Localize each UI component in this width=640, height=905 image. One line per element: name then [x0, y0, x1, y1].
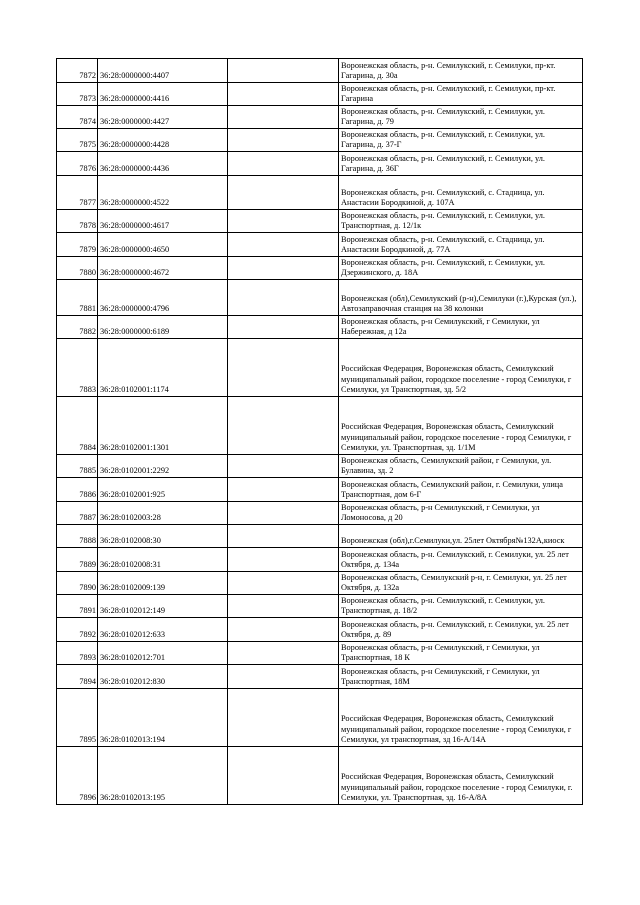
table-row: [57, 595, 583, 618]
empty-cell: [228, 316, 339, 339]
address-cell: Воронежская область, р-н. Семилукский, г. Семилуки, ул. Гагарина, д. 36Г: [339, 152, 583, 176]
row-number-cell: 7873: [57, 83, 98, 106]
cadastral-number-cell: 36:28:0102003:28: [98, 502, 228, 525]
table-row: [57, 176, 583, 210]
row-number-cell: 7882: [57, 316, 98, 339]
table-row: [57, 502, 583, 525]
row-number-cell: 7883: [57, 339, 98, 397]
table-row: [57, 280, 583, 316]
row-number-cell: 7878: [57, 210, 98, 233]
address-cell: Воронежская область, Семилукский район, г. Семилуки, улица Транспортная, дом 6-Г: [339, 478, 583, 502]
cadastral-number-cell: 36:28:0000000:4617: [98, 210, 228, 233]
address-cell: Воронежская область, р-н. Семилукский, с. Стадница, ул. Анастасии Бородкиной, д. 77А: [339, 233, 583, 257]
cadastral-number-cell: 36:28:0102001:1174: [98, 339, 228, 397]
address-cell: Воронежская область, р-н Семилукский, г Семилуки, ул Ломоносова, д 20: [339, 502, 583, 525]
address-cell: Воронежская область, р-н. Семилукский, г. Семилуки, пр-кт. Гагарина: [339, 83, 583, 106]
table-row: [57, 572, 583, 595]
empty-cell: [228, 525, 339, 548]
empty-cell: [228, 59, 339, 83]
table-row: [57, 152, 583, 176]
table-row: [57, 478, 583, 502]
cadastral-number-cell: 36:28:0000000:4428: [98, 129, 228, 152]
address-cell: Воронежская (обл),Семилукский (р-н),Семилуки (г.),Курская (ул.), Автозаправочная станция на 38 колонки: [339, 280, 583, 316]
table-row: [57, 316, 583, 339]
empty-cell: [228, 548, 339, 572]
empty-cell: [228, 129, 339, 152]
cadastral-number-cell: 36:28:0102012:830: [98, 665, 228, 689]
row-number-cell: 7884: [57, 397, 98, 455]
empty-cell: [228, 689, 339, 747]
cadastral-number-cell: 36:28:0000000:4436: [98, 152, 228, 176]
table-row: [57, 210, 583, 233]
cadastral-number-cell: 36:28:0102012:701: [98, 642, 228, 665]
address-cell: Воронежская область, р-н. Семилукский, г. Семилуки, ул. Гагарина, д. 37-Г: [339, 129, 583, 152]
address-cell: Воронежская область, р-н. Семилукский, с. Стадница, ул. Анастасии Бородкиной, д. 107А: [339, 176, 583, 210]
row-number-cell: 7877: [57, 176, 98, 210]
cadastral-number-cell: 36:28:0102001:2292: [98, 455, 228, 478]
cadastral-number-cell: 36:28:0102001:1301: [98, 397, 228, 455]
empty-cell: [228, 106, 339, 129]
empty-cell: [228, 83, 339, 106]
table-row: [57, 106, 583, 129]
address-cell: Воронежская область, р-н Семилукский, г Семилуки, ул Транспортная, 18 К: [339, 642, 583, 665]
row-number-cell: 7876: [57, 152, 98, 176]
row-number-cell: 7889: [57, 548, 98, 572]
cadastral-number-cell: 36:28:0000000:4672: [98, 257, 228, 280]
address-cell: Воронежская область, р-н. Семилукский, г. Семилуки, ул. Гагарина, д. 79: [339, 106, 583, 129]
row-number-cell: 7891: [57, 595, 98, 618]
empty-cell: [228, 233, 339, 257]
table-row: [57, 525, 583, 548]
address-cell: Воронежская область, р-н. Семилукский, г. Семилуки, ул. 25 лет Октября, д. 89: [339, 618, 583, 642]
cadastral-number-cell: 36:28:0000000:4416: [98, 83, 228, 106]
empty-cell: [228, 210, 339, 233]
row-number-cell: 7875: [57, 129, 98, 152]
empty-cell: [228, 257, 339, 280]
address-cell: Воронежская область, Семилукский район, г Семилуки, ул. Булавина, зд. 2: [339, 455, 583, 478]
row-number-cell: 7881: [57, 280, 98, 316]
row-number-cell: 7896: [57, 747, 98, 805]
cadastral-number-cell: 36:28:0000000:4650: [98, 233, 228, 257]
row-number-cell: 7888: [57, 525, 98, 548]
cadastral-number-cell: 36:28:0102012:149: [98, 595, 228, 618]
table-row: [57, 397, 583, 455]
empty-cell: [228, 176, 339, 210]
row-number-cell: 7887: [57, 502, 98, 525]
registry-table: [56, 58, 583, 805]
row-number-cell: 7890: [57, 572, 98, 595]
cadastral-number-cell: 36:28:0102008:31: [98, 548, 228, 572]
empty-cell: [228, 642, 339, 665]
table-row: [57, 257, 583, 280]
row-number-cell: 7885: [57, 455, 98, 478]
row-number-cell: 7894: [57, 665, 98, 689]
cadastral-number-cell: 36:28:0000000:4427: [98, 106, 228, 129]
address-cell: Воронежская область, Семилукский р-н, г. Семилуки, ул. 25 лет Октября, д. 132а: [339, 572, 583, 595]
empty-cell: [228, 747, 339, 805]
table-row: [57, 642, 583, 665]
empty-cell: [228, 152, 339, 176]
address-cell: Воронежская область, р-н. Семилукский, г. Семилуки, ул. Транспортная, д. 12/1к: [339, 210, 583, 233]
cadastral-number-cell: 36:28:0000000:4407: [98, 59, 228, 83]
row-number-cell: 7880: [57, 257, 98, 280]
cadastral-number-cell: 36:28:0000000:4796: [98, 280, 228, 316]
table-row: [57, 455, 583, 478]
address-cell: Воронежская область, р-н. Семилукский, г. Семилуки, ул. Транспортная, д. 18/2: [339, 595, 583, 618]
cadastral-number-cell: 36:28:0102012:633: [98, 618, 228, 642]
empty-cell: [228, 595, 339, 618]
address-cell: Российская Федерация, Воронежская область, Семилукский муниципальный район, городское поселение - город Семилуки, г. Семилуки, ул. Транспортная, зд. 16-А/8А: [339, 747, 583, 805]
table-row: [57, 233, 583, 257]
table-row: [57, 83, 583, 106]
address-cell: Воронежская область, р-н. Семилукский, г. Семилуки, ул. 25 лет Октября, д. 134а: [339, 548, 583, 572]
table-row: [57, 618, 583, 642]
empty-cell: [228, 618, 339, 642]
cadastral-number-cell: 36:28:0102013:195: [98, 747, 228, 805]
row-number-cell: 7893: [57, 642, 98, 665]
row-number-cell: 7879: [57, 233, 98, 257]
table-row: [57, 339, 583, 397]
table-row: [57, 665, 583, 689]
table-row: [57, 747, 583, 805]
address-cell: Воронежская область, р-н Семилукский, г Семилуки, ул Транспортная, 18М: [339, 665, 583, 689]
empty-cell: [228, 339, 339, 397]
table-row: [57, 129, 583, 152]
table-row: [57, 548, 583, 572]
address-cell: Воронежская область, р-н. Семилукский, г. Семилуки, ул. Дзержинского, д. 18А: [339, 257, 583, 280]
empty-cell: [228, 478, 339, 502]
address-cell: Воронежская область, р-н. Семилукский, г. Семилуки, пр-кт. Гагарина, д. 30а: [339, 59, 583, 83]
address-cell: Российская Федерация, Воронежская область, Семилукский муниципальный район, городское поселение - город Семилуки, г Семилуки, ул. Транспортная, зд. 1/1М: [339, 397, 583, 455]
cadastral-number-cell: 36:28:0000000:6189: [98, 316, 228, 339]
row-number-cell: 7872: [57, 59, 98, 83]
cadastral-number-cell: 36:28:0102001:925: [98, 478, 228, 502]
cadastral-number-cell: 36:28:0000000:4522: [98, 176, 228, 210]
cadastral-number-cell: 36:28:0102013:194: [98, 689, 228, 747]
address-cell: Российская Федерация, Воронежская область, Семилукский муниципальный район, городское поселение - город Семилуки, г Семилуки, ул транспортная, зд 16-А/14А: [339, 689, 583, 747]
row-number-cell: 7886: [57, 478, 98, 502]
cadastral-number-cell: 36:28:0102009:139: [98, 572, 228, 595]
empty-cell: [228, 665, 339, 689]
row-number-cell: 7895: [57, 689, 98, 747]
cadastral-number-cell: 36:28:0102008:30: [98, 525, 228, 548]
table-row: [57, 689, 583, 747]
row-number-cell: 7874: [57, 106, 98, 129]
empty-cell: [228, 280, 339, 316]
address-cell: Российская Федерация, Воронежская область, Семилукский муниципальный район, городское поселение - город Семилуки, г Семилуки, ул Транспортная, зд. 5/2: [339, 339, 583, 397]
empty-cell: [228, 397, 339, 455]
registry-table-body: [57, 59, 583, 805]
address-cell: Воронежская (обл),г.Семилуки,ул. 25лет Октября№132А,киоск: [339, 525, 583, 548]
empty-cell: [228, 455, 339, 478]
address-cell: Воронежская область, р-н Семилукский, г Семилуки, ул Набережная, д 12а: [339, 316, 583, 339]
row-number-cell: 7892: [57, 618, 98, 642]
empty-cell: [228, 502, 339, 525]
table-row: [57, 59, 583, 83]
empty-cell: [228, 572, 339, 595]
